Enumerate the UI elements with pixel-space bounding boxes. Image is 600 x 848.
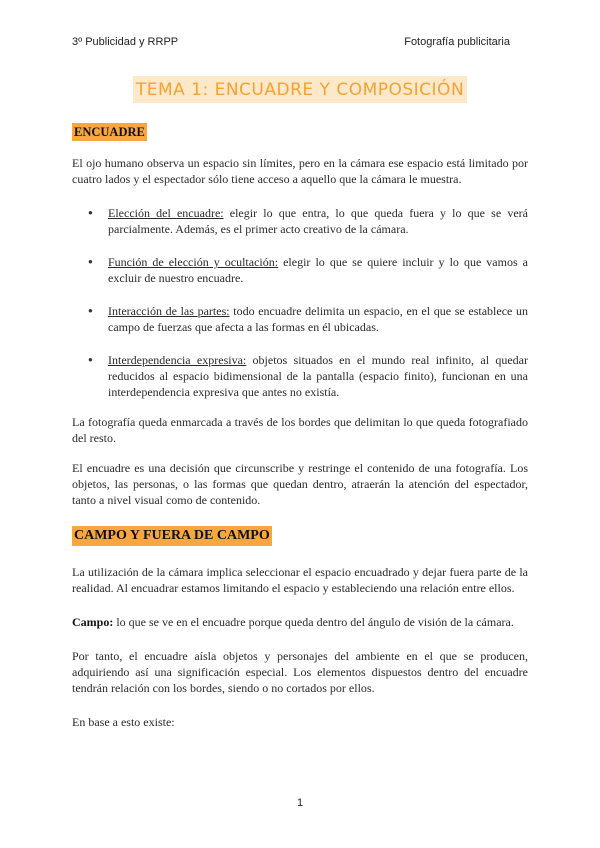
title-container xyxy=(0,76,600,103)
section-heading-encuadre: ENCUADRE xyxy=(74,125,145,139)
list-item xyxy=(72,303,528,335)
campo-text: lo que se ve en el encuadre porque queda dentro del ángulo de visión de la cámara. xyxy=(113,615,514,629)
bullet-text: elegir lo que entra, lo que queda fuera y lo que se verá parcialmente. Además, es el primer acto creativo de la cámara. xyxy=(108,206,528,236)
campo-label: Campo: xyxy=(72,615,114,629)
paragraph-intro: El ojo humano observa un espacio sin límites, pero en la cámara ese espacio está limitado por cuatro lados y el espectador sólo tiene acceso a aquello que la cámara le muestra. xyxy=(72,156,528,186)
bullet-text: elegir lo que se quiere incluir y lo que vamos a excluir de nuestro encuadre. xyxy=(108,255,528,285)
list-item xyxy=(72,254,528,286)
header-subject: Fotografía publicitaria xyxy=(404,36,510,48)
header-course: 3º Publicidad y RRPP xyxy=(72,36,179,48)
section-heading-campo: CAMPO Y FUERA DE CAMPO xyxy=(72,526,272,546)
bullet-term: Interdependencia expresiva: xyxy=(108,353,247,367)
bullet-list xyxy=(72,205,528,400)
document-title: TEMA 1: ENCUADRE Y COMPOSICIÓN xyxy=(133,76,467,103)
bullet-text: todo encuadre delimita un espacio, en el que se establece un campo de fuerzas que afecta a las formas en él ubicadas. xyxy=(108,304,529,334)
bullet-term: Interacción de las partes: xyxy=(108,304,230,318)
document-body xyxy=(72,123,528,730)
page-number: 1 xyxy=(296,797,304,809)
paragraph-camera-use: La utilización de la cámara implica seleccionar el espacio encuadrado y dejar fuera parte de la realidad. Al encuadrar estamos limitando el espacio y estableciendo una relación entre ellos. xyxy=(72,565,528,595)
bullet-text: objetos situados en el mundo real infinito, al quedar reducidos al espacio bidimensional de la pantalla (espacio finito), funcionan en una interdependencia expresiva que antes no existía. xyxy=(108,353,528,399)
bullet-term: Función de elección y ocultación: xyxy=(108,255,279,269)
paragraph-frame-borders: La fotografía queda enmarcada a través de los bordes que delimitan lo que queda fotografiado del resto. xyxy=(72,415,528,445)
paragraph-based-on: En base a esto existe: xyxy=(72,715,175,729)
paragraph-campo-definition xyxy=(72,614,528,630)
paragraph-frame-decision: El encuadre es una decisión que circunscribe y restringe el contenido de una fotografía. Los objetos, las personas, o las formas que quedan dentro, atraerán la atención del espectador, tanto a nivel visual como de contenido. xyxy=(72,461,528,507)
list-item xyxy=(72,205,528,237)
bullet-term: Elección del encuadre: xyxy=(108,206,224,220)
list-item xyxy=(72,352,528,400)
paragraph-isolation: Por tanto, el encuadre aísla objetos y personajes del ambiente en el que se producen, adquiriendo así una significación especial. Los elementos dispuestos dentro del encuadre tendrán relación con los bordes, siendo o no cortados por ellos. xyxy=(72,649,528,695)
